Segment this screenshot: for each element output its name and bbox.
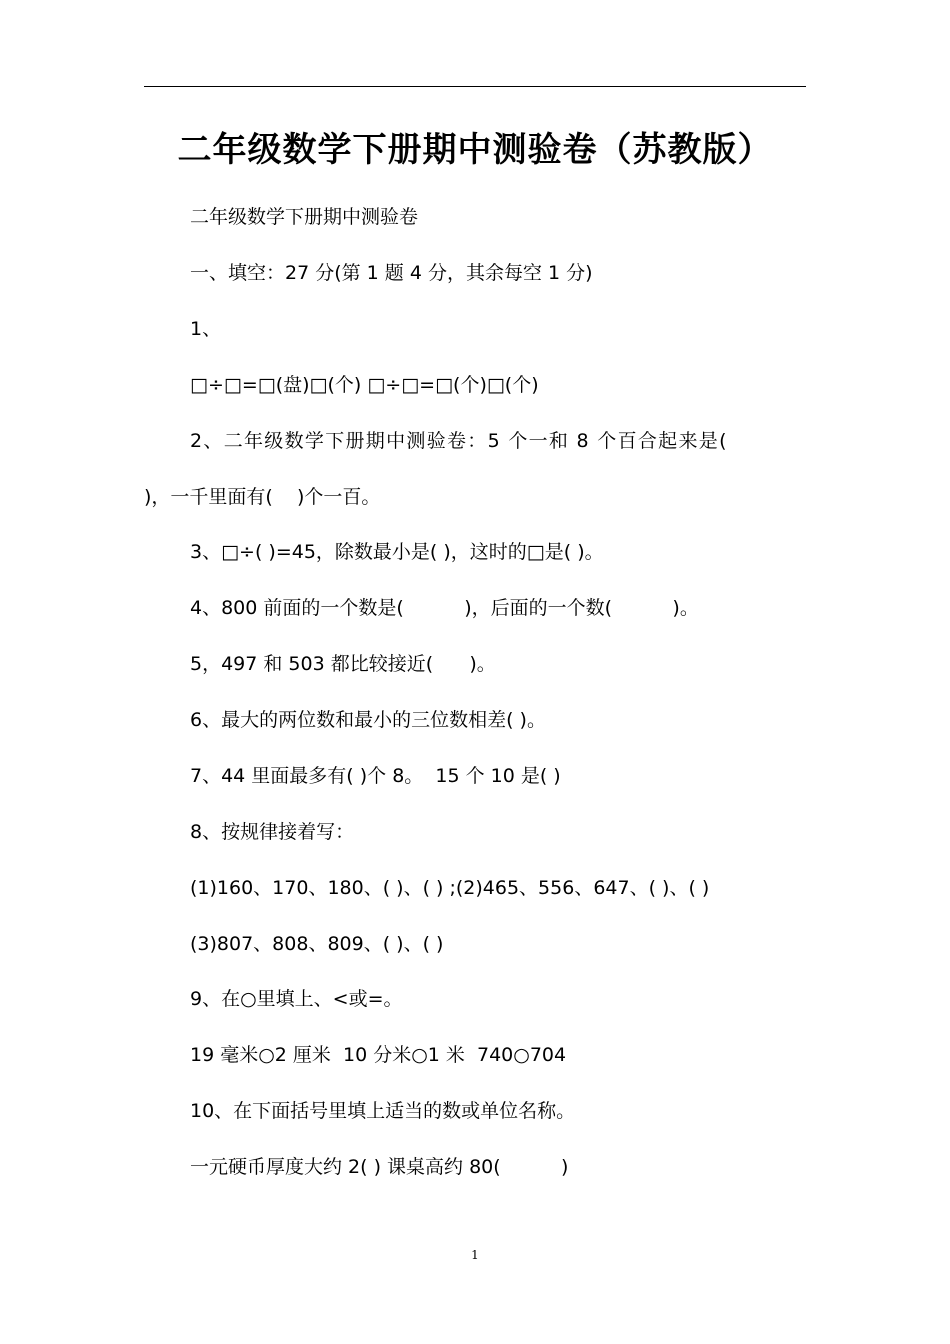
question-1-formula: □÷□=□(盘)□(个) □÷□=□(个)□(个) xyxy=(190,374,539,396)
page-number: 1 xyxy=(471,1248,479,1262)
question-8-part-1-2: (1)160、170、180、( )、( ) ;(2)465、556、647、( )、( ) xyxy=(190,877,710,899)
question-7: 7、44 里面最多有( )个 8。 15 个 10 是( ) xyxy=(190,765,561,787)
question-3: 3、□÷( )=45，除数最小是( )，这时的□是( )。 xyxy=(190,541,604,563)
question-9-items: 19 毫米○2 厘米 10 分米○1 米 740○704 xyxy=(190,1044,567,1066)
question-10: 10、在下面括号里填上适当的数或单位名称。 xyxy=(190,1100,576,1122)
question-8: 8、按规律接着写： xyxy=(190,821,355,843)
section-heading: 一、填空：27 分(第 1 题 4 分，其余每空 1 分) xyxy=(190,262,593,284)
subtitle: 二年级数学下册期中测验卷 xyxy=(190,206,419,228)
page-title: 二年级数学下册期中测验卷（苏教版） xyxy=(177,130,773,170)
header-rule xyxy=(144,86,806,87)
question-9: 9、在○里填上、<或=。 xyxy=(190,988,403,1010)
question-5: 5，497 和 503 都比较接近( )。 xyxy=(190,653,496,675)
question-2-line-2: )，一千里面有( )个一百。 xyxy=(144,486,381,508)
question-1-number: 1、 xyxy=(190,318,222,340)
question-4: 4、800 前面的一个数是( )，后面的一个数( )。 xyxy=(190,597,699,619)
question-10-items: 一元硬币厚度大约 2( ) 课桌高约 80( ) xyxy=(190,1156,569,1178)
question-2-line-1: 2、二年级数学下册期中测验卷：5 个一和 8 个百合起来是( xyxy=(190,430,728,452)
question-8-part-3: (3)807、808、809、( )、( ) xyxy=(190,933,444,955)
question-6: 6、最大的两位数和最小的三位数相差( )。 xyxy=(190,709,546,731)
